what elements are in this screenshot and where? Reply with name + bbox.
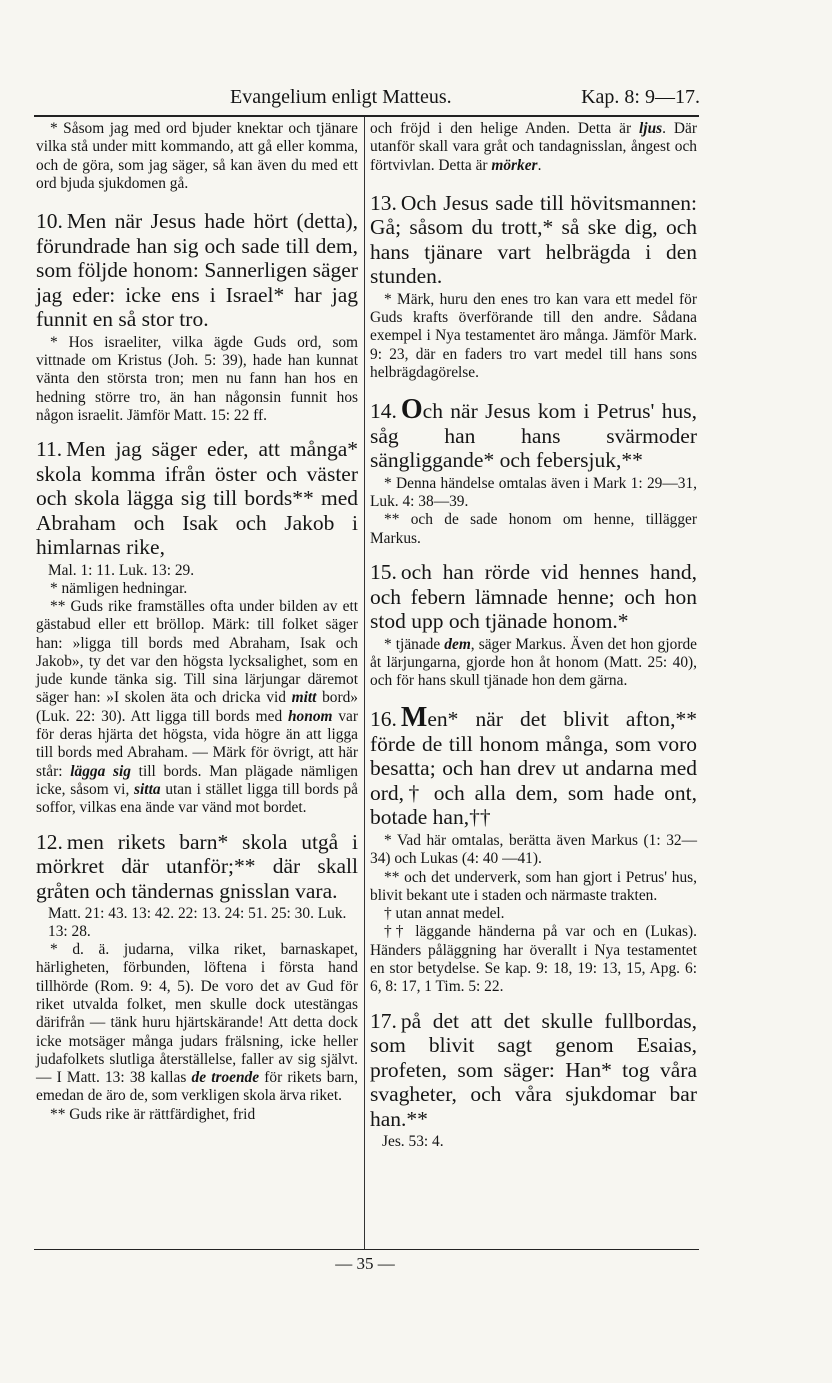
verse-17 <box>370 1009 697 1132</box>
verse-number: 12. <box>36 829 63 854</box>
cross-reference: Mal. 1: 11. Luk. 13: 29. <box>48 561 195 579</box>
cross-reference: Matt. 21: 43. 13: 42. 22: 13. 24: 51. 25: 30. Luk. 13: 28. <box>48 905 347 941</box>
verse-number: 14. <box>370 399 397 424</box>
header-rule <box>34 115 699 117</box>
chapter-reference: Kap. 8: 9—17. <box>581 86 700 108</box>
footnote-text: och fröjd i den helige Anden. Detta är <box>370 120 640 137</box>
footnote-text: till bords. Man plägade nämligen icke, såsom vi, <box>36 762 358 798</box>
footnote-text: var för deras hjärta det högsta, vida högre än att ligga till bords med Abraham. — Märk för övrigt, att här står: <box>36 707 358 780</box>
verse-text: Och Jesus sade till hövitsmannen: Gå; såsom du trott,* så ske dig, och hans tjänare vart helbrägda i den stunden. <box>370 190 697 289</box>
verse-text: Men jag säger eder, att många* skola komma ifrån öster och väster och skola lägga sig till bords** med Abraham och Isak och Jakob i himlarnas rike, <box>36 437 358 560</box>
footnote: * Denna händelse omtalas även i Mark 1: 29—31, Luk. 4: 38—39. <box>370 474 697 511</box>
emphasis: mörker <box>491 156 538 174</box>
verse-12 <box>36 830 358 904</box>
verse-number: 16. <box>370 707 397 732</box>
left-column <box>36 120 358 1124</box>
emphasis: honom <box>288 707 333 725</box>
right-column <box>370 120 697 1151</box>
verse-text: en* när det blivit afton,** förde de till honom många, som voro besatta; och han drev ut andarna med ord,† och alla dem, som hade ont, botade han,†† <box>370 707 697 830</box>
footnote-text: ** Guds rike framställes ofta under bilden av ett gästabud eller ett bröllop. Märk: till folket säger han: »ligga till bords med Abraham, Isak och Jakob», ty det var den högsta lycksalighet, som en jude kunde tänka sig. Till sina lärjungar däremot säger han: »I skolen äta och dricka vid <box>36 597 358 707</box>
page-number: — 35 — <box>335 1254 395 1273</box>
emphasis: lägga sig <box>70 762 131 780</box>
verse-14 <box>370 394 697 473</box>
footnote-text: utan i stället ligga till bords på soffor, vilkas ena ände var vänd mot bordet. <box>36 780 358 817</box>
verse-text: ch när Jesus kom i Petrus' hus, såg han hans svärmoder sängliggande* och febersjuk,** <box>370 399 697 473</box>
emphasis: de troende <box>191 1069 260 1087</box>
footnote-text: . <box>537 156 542 174</box>
footer-rule <box>34 1249 699 1250</box>
verse-number: 15. <box>370 560 397 585</box>
footnote-text: . Där utanför skall vara gråt och tandagnisslan, ångest och förtvivlan. Detta är <box>370 120 697 174</box>
emphasis: dem <box>444 635 471 653</box>
footnote: †† läggande händerna på var och en (Lukas). Händers påläggning har överallt i Nya testamentet en stor betydelse. Se kap. 9: 18, 19: 13, 15, Apg. 6: 6, 8: 17, 1 Tim. 5: 22. <box>370 923 697 996</box>
footnote-text: , säger Markus. Även det hon gjorde åt lärjungarna, gjorde hon åt honom (Matt. 25: 40), och för hans skull tjänade hon dem gärna. <box>370 635 697 690</box>
column-divider <box>364 117 365 1249</box>
footnote: ** och de sade honom om henne, tillägger Markus. <box>370 511 697 547</box>
verse-text: men rikets barn* skola utgå i mörkret där utanför;** där skall gråten och tändernas gnisslan vara. <box>36 829 358 903</box>
cross-reference: Jes. 53: 4. <box>382 1133 444 1151</box>
footnote: * Vad här omtalas, berätta även Markus (1: 32—34) och Lukas (4: 40 —41). <box>370 831 697 868</box>
running-head <box>30 86 700 112</box>
footnote <box>36 941 358 1106</box>
footnote <box>370 636 697 691</box>
footnote: ** Guds rike är rättfärdighet, frid <box>50 1105 256 1123</box>
verse-13 <box>370 191 697 289</box>
footnote: † utan annat medel. <box>384 905 505 923</box>
book-title: Evangelium enligt Matteus. <box>230 86 452 108</box>
verse-15 <box>370 560 697 634</box>
footnote-text: * tjänade <box>384 635 445 653</box>
footnote: * Hos israeliter, vilka ägde Guds ord, som vittnade om Kristus (Joh. 5: 39), hade han kunnat vänta den största tron; men nu fann han hos en hedning större tro, än han någonsin funnit hos någon israelit. Jämför Matt. 15: 22 ff. <box>36 333 358 424</box>
footnote: * Såsom jag med ord bjuder knektar och tjänare vilka stå under mitt kommando, att gå eller komma, och de göra, som jag säger, så kan även du med ett ord bjuda sjukdomen gå. <box>36 120 358 192</box>
footnote: ** och det underverk, som han gjort i Petrus' hus, blivit bekant ute i staden och närmaste trakten. <box>370 868 697 904</box>
footnote <box>370 120 697 175</box>
footnote: * Märk, huru den enes tro kan vara ett medel för Guds krafts överförande till den andre. Sådana exempel i Nya testamentet äro många. Jämför Mark. 9: 23, där en faders tro vart medel till hans sons helbrägdagörelse. <box>370 290 697 382</box>
emphasis: sitta <box>134 780 161 798</box>
emphasis: ljus <box>639 120 663 137</box>
emphasis: mitt <box>291 689 317 707</box>
verse-16 <box>370 702 697 830</box>
verse-number: 10. <box>36 209 63 234</box>
footnote-text: * d. ä. judarna, vilka riket, barnaskapet, härligheten, förbunden, löftena i första hand tillhörde (Rom. 9: 4, 5). De voro det av Gud för riket utvalda folket, men skulle dock utestängas därifrån — tänk huru hjärtskärande! Att detta dock icke motsäger många judars frälsning, icke heller judafolkets slutliga återställelse, faller av sig självt. — I Matt. 13: 38 kallas <box>36 941 358 1087</box>
footnote <box>36 598 358 818</box>
verse-text: Men när Jesus hade hört (detta), förundrade han sig och sade till dem, som följde honom: Sannerligen säger jag eder: icke ens i Israel* har jag funnit en så stor tro. <box>36 209 358 332</box>
verse-10 <box>36 209 358 332</box>
footnote-text: för rikets barn, emedan de äro de, som verkligen skola ärva riket. <box>36 1069 358 1105</box>
footnote-text: bord» (Luk. 22: 30). Att ligga till bords med <box>36 689 358 725</box>
drop-capital: M <box>400 702 428 734</box>
footnote: * nämligen hedningar. <box>50 579 188 597</box>
verse-11 <box>36 437 358 560</box>
verse-number: 11. <box>36 437 63 462</box>
verse-text: och han rörde vid hennes hand, och febern lämnade henne; och hon stod upp och tjänade honom.* <box>370 560 697 634</box>
verse-text: på det att det skulle fullbordas, som blivit sagt genom Esaias, profeten, som säger: Han* tog våra svagheter, och våra sjukdomar bar han.** <box>370 1008 697 1131</box>
verse-number: 13. <box>370 190 397 215</box>
verse-number: 17. <box>370 1008 397 1033</box>
drop-capital: O <box>400 394 423 426</box>
